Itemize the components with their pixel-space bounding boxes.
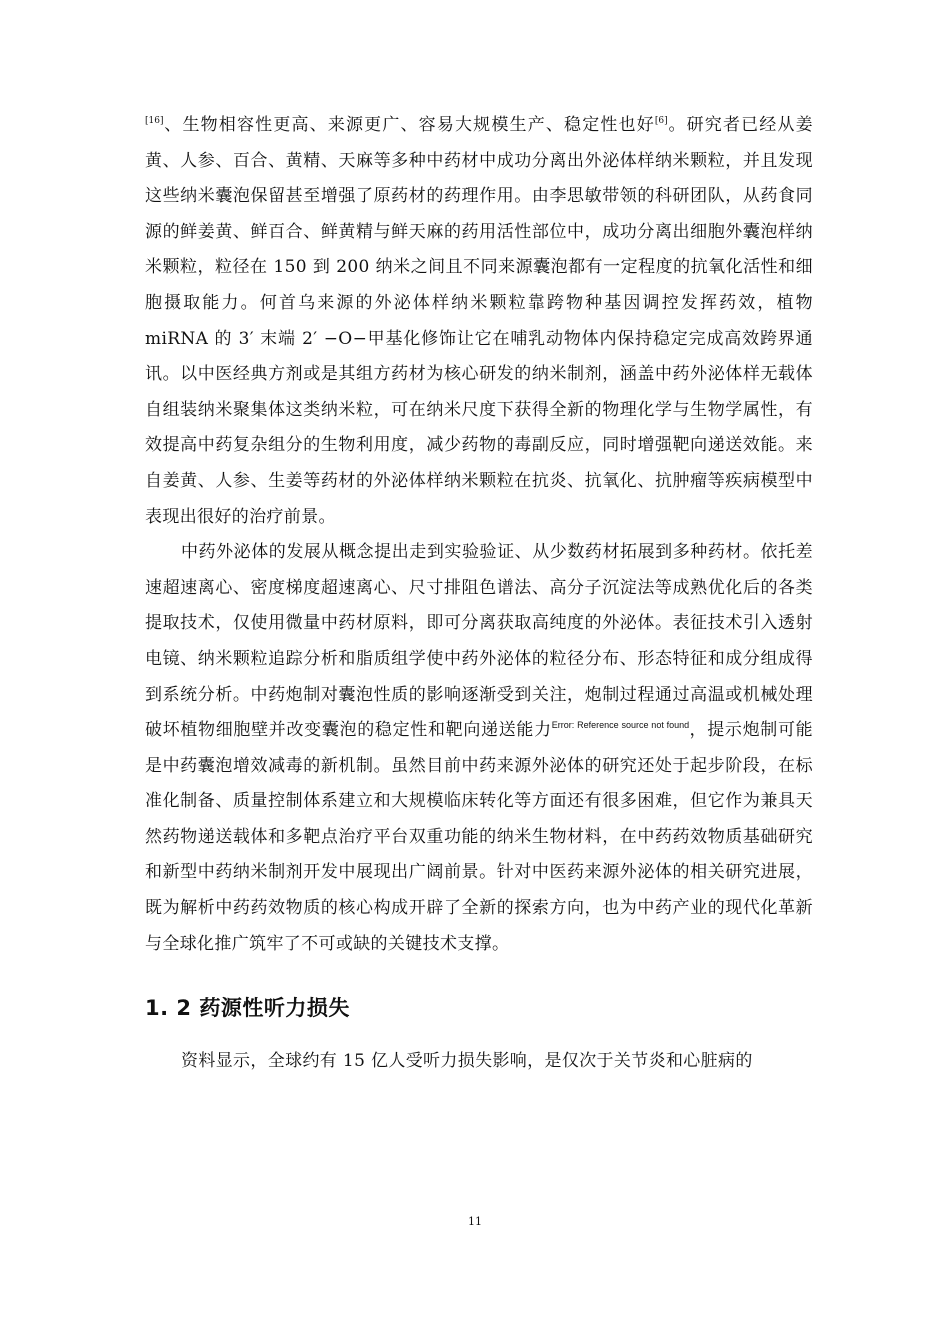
body-paragraph-2 bbox=[145, 535, 813, 962]
page-number: 11 bbox=[468, 1215, 482, 1228]
page-content bbox=[145, 108, 813, 1080]
paragraph-2-text-a: 中药外泌体的发展从概念提出走到实验验证、从少数药材拓展到多种药材。依托差速超速离心、密度梯度超速离心、尺寸排阻色谱法、高分子沉淀法等成熟优化后的各类提取技术，仅使用微量中药材原料，即可分离获取高纯度的外泌体。表征技术引入透射电镜、纳米颗粒追踪分析和脂质组学使中药外泌体的粒径分布、形态特征和成分组成得到系统分析。中药炮制对囊泡性质的影响逐渐受到关注，炮制过程通过高温或机械处理破坏植物细胞壁并改变囊泡的稳定性和靶向递送能力 bbox=[145, 542, 813, 741]
citation-16[interactable]: [16] bbox=[145, 116, 164, 126]
body-paragraph-3 bbox=[145, 1044, 813, 1080]
paragraph-3-text: 资料显示，全球约有 15 亿人受听力损失影响，是仅次于关节炎和心脏病的 bbox=[181, 1051, 753, 1072]
paragraph-1-text-a: 、生物相容性更高、来源更广、容易大规模生产、稳定性也好 bbox=[163, 115, 655, 135]
section-heading: 1. 2 药源性听力损失 bbox=[145, 996, 350, 1021]
body-paragraph-1 bbox=[145, 108, 813, 535]
reference-error: Error: Reference source not found bbox=[551, 720, 690, 731]
paragraph-2-text-b: ，提示炮制可能是中药囊泡增效减毒的新机制。虽然目前中药来源外泌体的研究还处于起步阶段，在标准化制备、质量控制体系建立和大规模临床转化等方面还有很多困难，但它作为兼具天然药物递送载体和多靶点治疗平台双重功能的纳米生物材料，在中药药效物质基础研究和新型中药纳米制剂开发中展现出广阔前景。针对中医药来源外泌体的相关研究进展，既为解析中药药效物质的核心构成开辟了全新的探索方向，也为中药产业的现代化革新与全球化推广筑牢了不可或缺的关键技术支撑。 bbox=[145, 720, 813, 954]
paragraph-1-text-b: 。研究者已经从姜黄、人参、百合、黄精、天麻等多种中药材中成功分离出外泌体样纳米颗粒，并且发现这些纳米囊泡保留甚至增强了原药材的药理作用。由李思敏带领的科研团队，从药食同源的鲜姜黄、鲜百合、鲜黄精与鲜天麻的药用活性部位中，成功分离出细胞外囊泡样纳米颗粒，粒径在 150 到 200 纳米之间且不同来源囊泡都有一定程度的抗氧化活性和细胞摄取能力。何首乌来源的外泌体样纳米颗粒靠跨物种基因调控发挥药效，植物 miRNA 的 3′ 末端 2′ −O−甲基化修饰让它在哺乳动物体内保持稳定完成高效跨界通讯。以中医经典方剂或是其组方药材为核心研发的纳米制剂，涵盖中药外泌体样无载体自组装纳米聚集体这类纳米粒，可在纳米尺度下获得全新的物理化学与生物学属性，有效提高中药复杂组分的生物利用度，减少药物的毒副反应，同时增强靶向递送效能。来自姜黄、人参、生姜等药材的外泌体样纳米颗粒在抗炎、抗氧化、抗肿瘤等疾病模型中表现出很好的治疗前景。 bbox=[145, 115, 813, 527]
citation-6[interactable]: [6] bbox=[654, 116, 668, 126]
